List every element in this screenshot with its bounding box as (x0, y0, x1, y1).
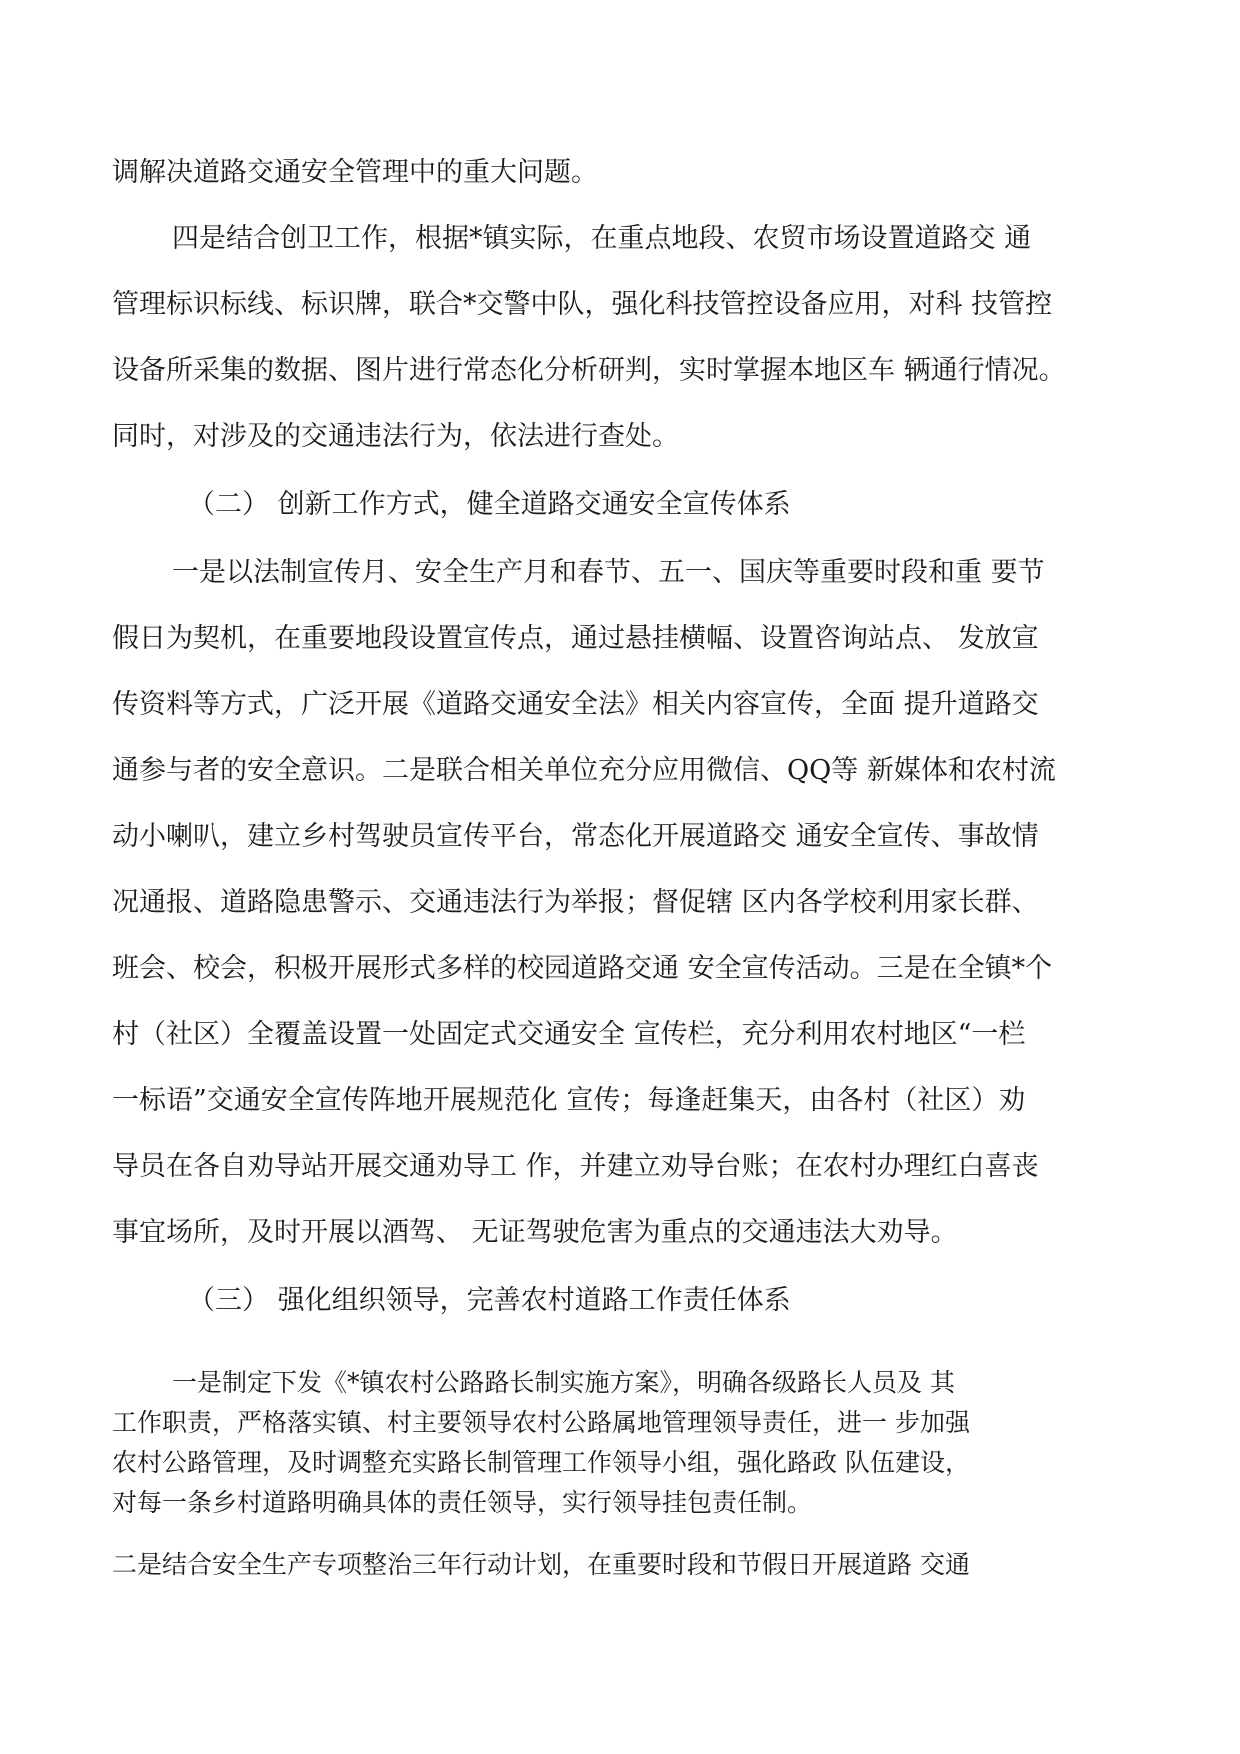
text-line: 二是结合安全生产专项整治三年行动计划，在重要时段和节假日开展道路 交通 (112, 1550, 970, 1579)
paragraph-line: 四是结合创卫工作，根据*镇实际，在重点地段、农贸市场设置道路交 通 (172, 223, 1032, 254)
text-line: 通参与者的安全意识。二是联合相关单位充分应用微信、QQ等 新媒体和农村流 (112, 755, 1056, 786)
text-line: 传资料等方式，广泛开展《道路交通安全法》相关内容宣传，全面 提升道路交 (112, 689, 1039, 720)
text-line: 况通报、道路隐患警示、交通违法行为举报；督促辖 区内各学校利用家长群、 (112, 887, 1039, 918)
text-line: 事宜场所，及时开展以酒驾、 无证驾驶危害为重点的交通违法大劝导。 (112, 1217, 958, 1248)
text-line: 对每一条乡村道路明确具体的责任领导，实行领导挂包责任制。 (112, 1488, 813, 1517)
text-line: 管理标识标线、标识牌，联合*交警中队，强化科技管控设备应用，对科 技管控 (112, 289, 1053, 320)
paragraph-line: 一是制定下发《*镇农村公路路长制实施方案》，明确各级路长人员及 其 (172, 1368, 955, 1397)
text-line: 工作职责，严格落实镇、村主要领导农村公路属地管理领导责任，进一 步加强 (112, 1408, 970, 1437)
section-heading-3: （三） 强化组织领导，完善农村道路工作责任体系 (188, 1285, 791, 1316)
section-heading-2: （二） 创新工作方式，健全道路交通安全宣传体系 (188, 489, 791, 520)
text-line: 班会、校会，积极开展形式多样的校园道路交通 安全宣传活动。三是在全镇*个 (112, 953, 1053, 984)
text-line: 动小喇叭，建立乡村驾驶员宣传平台，常态化开展道路交 通安全宣传、事故情 (112, 821, 1039, 852)
text-line: 村（社区）全覆盖设置一处固定式交通安全 宣传栏，充分利用农村地区“一栏 (112, 1019, 1026, 1050)
text-line: 设备所采集的数据、图片进行常态化分析研判，实时掌握本地区车 辆通行情况。 (112, 355, 1066, 386)
text-line: 农村公路管理，及时调整充实路长制管理工作领导小组，强化路政 队伍建设， (112, 1448, 970, 1477)
text-line: 假日为契机，在重要地段设置宣传点，通过悬挂横幅、设置咨询站点、 发放宣 (112, 623, 1039, 654)
text-line: 导员在各自劝导站开展交通劝导工 作，并建立劝导台账；在农村办理红白喜丧 (112, 1151, 1039, 1182)
text-line: 同时，对涉及的交通违法行为，依法进行查处。 (112, 421, 679, 452)
text-line: 一标语”交通安全宣传阵地开展规范化 宣传；每逢赶集天，由各村（社区）劝 (112, 1085, 1026, 1116)
text-line: 调解决道路交通安全管理中的重大问题。 (112, 157, 598, 188)
paragraph-line: 一是以法制宣传月、安全生产月和春节、五一、国庆等重要时段和重 要节 (172, 557, 1045, 588)
